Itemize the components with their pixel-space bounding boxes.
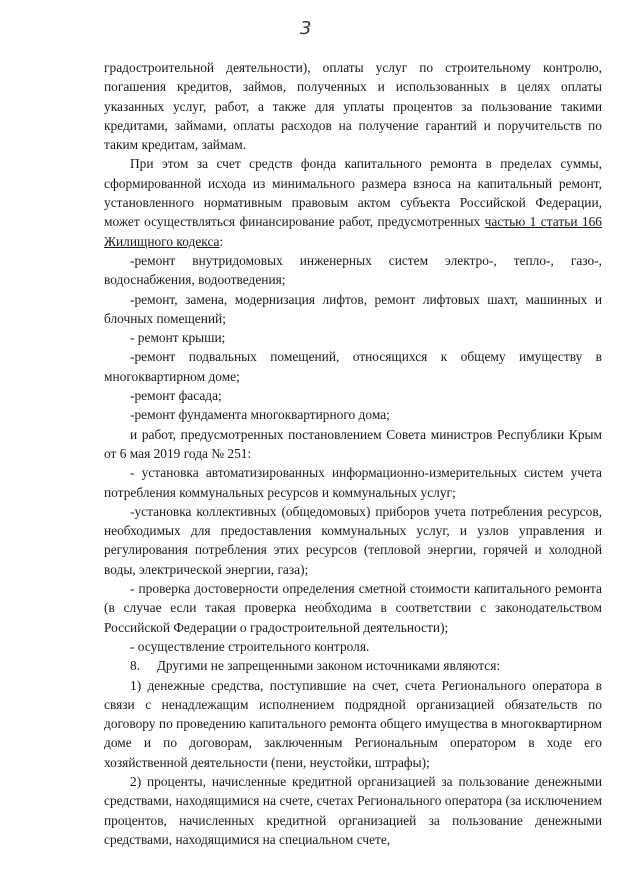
paragraph-resolution: и работ, предусмотренных постановлением Совета министров Республики Крым от 6 мая 2019 года № 251: xyxy=(104,426,602,461)
list-item: - проверка достоверности определения сметной стоимости капитального ремонта (в случае если такая проверка необходима в соответствии с законодательством Российской Федерации о градостроительной деятельности); xyxy=(104,581,602,635)
list-item: -ремонт подвальных помещений, относящихся к общему имуществу в многоквартирном доме; xyxy=(104,349,602,384)
numbered-item: 1) денежные средства, поступившие на счет, счета Регионального оператора в связи с ненадлежащим исполнением подрядной организацией обязательств по договору по проведению капитального ремонта общего имущества в многоквартирном доме и по договорам, заключенным Региональным оператором в ходе его хозяйственной деятельности (пени, неустойки, штрафы); xyxy=(104,677,602,770)
paragraph-text: При этом за счет средств фонда капитального ремонта в пределах суммы, сформированной исхода из минимального размера взноса на капитальный ремонт, установленного нормативным правовым актом субъекта Российской Федерации, может осуществляться финансирование работ, предусмотренных xyxy=(104,156,602,230)
page-number: 3 xyxy=(300,18,312,39)
paragraph-continuation: градостроительной деятельности), оплаты услуг по строительному контролю, погашения кредитов, займов, полученных и использованных в целях оплаты указанных услуг, работ, а также для уплаты процентов за пользование такими кредитами, займами, оплаты расходов на получение гарантий и поручительств по таким кредитам, займам. xyxy=(104,60,602,153)
list-item: -ремонт фундамента многоквартирного дома; xyxy=(130,407,390,423)
list-item: -установка коллективных (общедомовых) приборов учета потребления ресурсов, необходимых для предоставления коммунальных услуг, и узлов управления и регулирования потребления этих ресурсов (тепловой энергии, горячей и холодной воды, электрической энергии, газа); xyxy=(104,503,602,577)
list-item: - установка автоматизированных информационно-измерительных систем учета потребления коммунальных ресурсов и коммунальных услуг; xyxy=(104,465,602,500)
list-item: - ремонт крыши; xyxy=(130,330,226,346)
section-8-heading: 8. Другими не запрещенными законом источниками являются: xyxy=(130,658,501,674)
list-item: -ремонт, замена, модернизация лифтов, ремонт лифтовых шахт, машинных и блочных помещений; xyxy=(104,291,602,326)
document-body xyxy=(104,58,602,849)
list-item: - осуществление строительного контроля. xyxy=(130,638,370,654)
list-item: -ремонт фасада; xyxy=(130,388,222,404)
paragraph-text: : xyxy=(219,233,224,249)
paragraph-funding xyxy=(104,154,602,250)
housing-code-reference-link[interactable]: частью 1 статьи 166 Жилищного кодекса xyxy=(104,214,603,249)
list-item: -ремонт внутридомовых инженерных систем электро-, тепло-, газо-, водоснабжения, водоотведения; xyxy=(104,252,602,288)
numbered-item: 2) проценты, начисленные кредитной организацией за пользование денежными средствами, находящимися на счете, счетах Регионального оператора (за исключением процентов, начисленных кредитной организацией за пользование денежными средствами, находящимися на специальном счете, xyxy=(104,773,602,847)
